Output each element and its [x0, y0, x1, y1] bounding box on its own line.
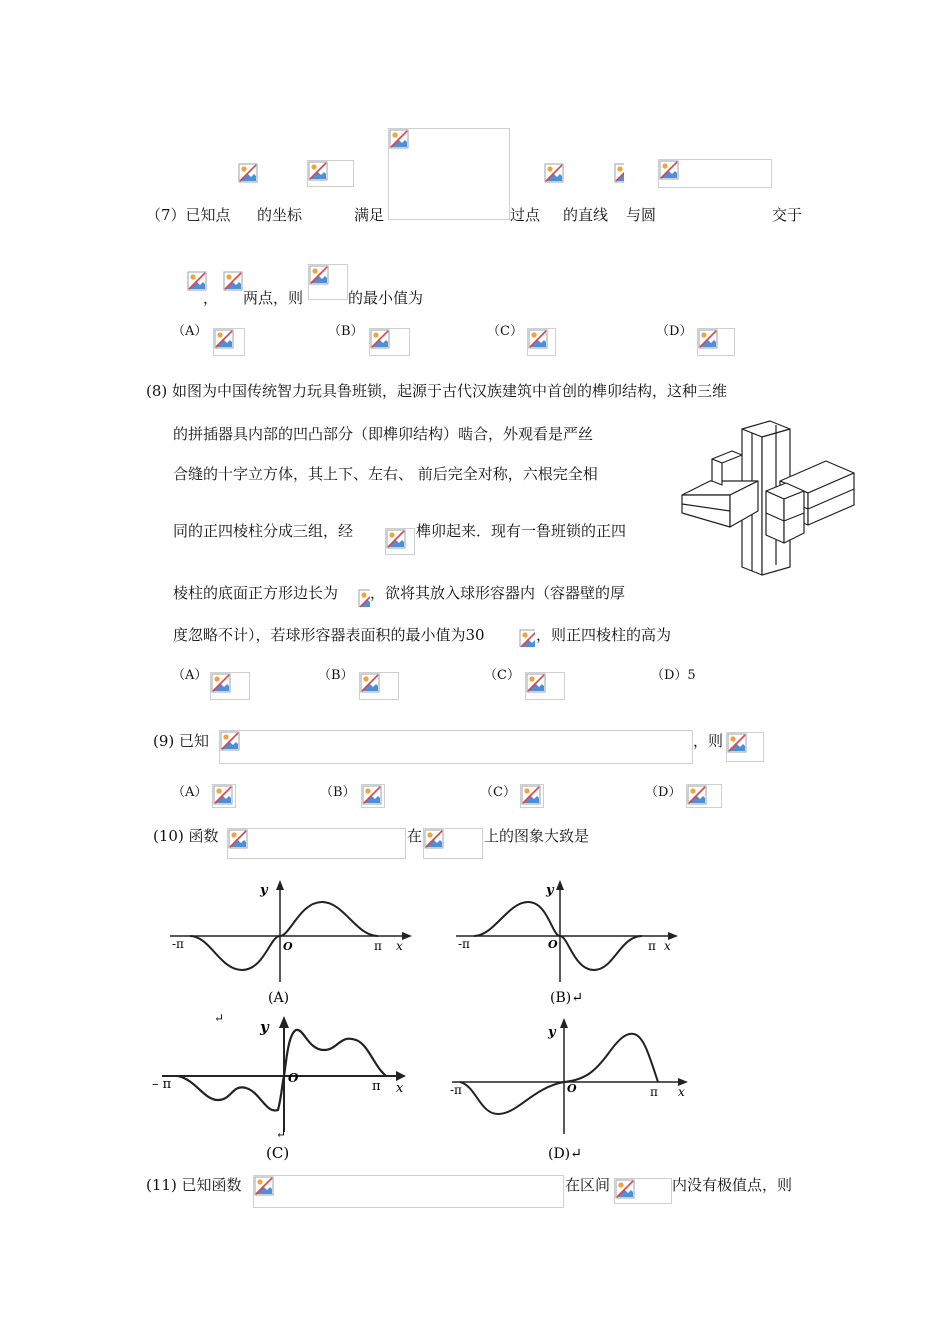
- q11-suffix: 内没有极值点，则: [672, 1176, 793, 1194]
- q11-prefix: (11) 已知函数: [146, 1176, 242, 1194]
- broken-image-icon: [615, 1179, 635, 1199]
- broken-image-icon: [238, 163, 258, 183]
- neg-pi-label: -π: [172, 937, 184, 951]
- q8-line3: 合缝的十字立方体，其上下、左右、 前后完全对称，六根完全相: [173, 465, 598, 483]
- formula-placeholder: [423, 828, 483, 859]
- q8-line5-b: ，欲将其放入球形容器内（容器壁的厚: [370, 584, 626, 602]
- broken-image-icon: [228, 829, 248, 849]
- formula-placeholder: [527, 328, 556, 356]
- q7-line1-e: 与圆: [626, 206, 657, 224]
- q7-line1-d: 的直线: [563, 206, 609, 224]
- formula-placeholder: [253, 1175, 564, 1208]
- axis-label-x: x: [678, 1085, 685, 1099]
- q8-line1: (8) 如图为中国传统智力玩具鲁班锁，起源于古代汉族建筑中首创的榫卯结构，这种三维: [146, 382, 728, 400]
- broken-image-icon: [254, 1176, 274, 1196]
- formula-placeholder: [307, 160, 354, 187]
- graph-label-c: (C): [266, 1144, 290, 1162]
- broken-image-icon: [687, 785, 707, 805]
- formula-placeholder: [726, 732, 764, 762]
- broken-image-icon: [211, 673, 231, 693]
- formula-placeholder: [357, 588, 371, 608]
- graph-b: [450, 878, 690, 1010]
- broken-image-icon: [424, 829, 444, 849]
- graph-label-a: (A): [268, 990, 290, 1006]
- graph-a: [160, 878, 420, 1010]
- q8-line6-b: ，则正四棱柱的高为: [536, 626, 672, 644]
- formula-placeholder: [213, 328, 245, 356]
- origin-label: O: [283, 940, 293, 953]
- formula-placeholder: [237, 162, 259, 184]
- graph-c: [148, 1014, 418, 1164]
- neg-pi-label: -π: [450, 1083, 462, 1097]
- formula-placeholder: [525, 672, 565, 700]
- formula-placeholder: [686, 784, 722, 808]
- formula-placeholder: [308, 264, 348, 300]
- pi-label: π: [648, 939, 656, 953]
- axis-label-y: y: [260, 883, 268, 898]
- q9-option-d: （D）: [645, 785, 682, 800]
- broken-image-icon: [519, 629, 536, 648]
- q7-option-d: （D）: [656, 324, 693, 339]
- origin-label: O: [288, 1071, 299, 1085]
- broken-image-icon: [309, 265, 329, 285]
- broken-image-icon: [308, 161, 328, 181]
- q9-option-c: （C）: [480, 785, 516, 800]
- q10-mid: 在: [407, 827, 423, 845]
- formula-placeholder: [385, 528, 415, 555]
- q7-line2-a: 两点，则: [243, 289, 304, 307]
- pi-label: π: [650, 1085, 658, 1099]
- formula-placeholder: [359, 672, 399, 700]
- graph-d: [446, 1014, 696, 1164]
- broken-image-icon: [213, 785, 233, 805]
- q7-line1-f: 交于: [772, 206, 803, 224]
- broken-image-icon: [362, 785, 382, 805]
- formula-placeholder: [369, 328, 410, 356]
- formula-placeholder: [697, 328, 735, 356]
- broken-image-icon: [614, 163, 625, 183]
- broken-image-icon: [659, 160, 679, 180]
- broken-image-icon: [544, 163, 564, 183]
- axis-label-y: y: [546, 883, 554, 898]
- q8-option-a: （A）: [172, 668, 208, 683]
- return-mark: ↵: [276, 1127, 287, 1141]
- formula-placeholder: [361, 784, 385, 808]
- formula-placeholder: [219, 730, 693, 764]
- q7-option-b: （B）: [328, 324, 364, 339]
- q7-line1-c: 过点: [510, 206, 541, 224]
- q9-mid: ，则: [693, 732, 724, 750]
- return-mark: ↵: [214, 1011, 225, 1025]
- pi-label: π: [374, 939, 382, 953]
- broken-image-icon: [389, 129, 409, 149]
- broken-image-icon: [360, 673, 380, 693]
- q8-line6-a: 度忽略不计），若球形容器表面积的最小值为30: [173, 626, 485, 644]
- q9-option-a: （A）: [172, 785, 208, 800]
- broken-image-icon: [214, 329, 234, 349]
- formula-placeholder: [518, 628, 536, 648]
- broken-image-icon: [727, 733, 747, 753]
- axis-label-x: x: [664, 939, 671, 953]
- q10-suffix: 上的图象大致是: [484, 827, 590, 845]
- formula-placeholder: [614, 1178, 672, 1204]
- q8-option-d: （D）5: [651, 668, 696, 683]
- q7-option-c: （C）: [487, 324, 523, 339]
- broken-image-icon: [526, 673, 546, 693]
- q11-mid: 在区间: [565, 1176, 611, 1194]
- formula-placeholder: [212, 784, 236, 808]
- origin-label: O: [548, 938, 558, 951]
- q8-line4-a: 同的正四棱柱分成三组，经: [173, 522, 354, 540]
- q8-line4-b: 榫卯起来．现有一鲁班锁的正四: [416, 522, 627, 540]
- graph-label-d: (D)↵: [548, 1146, 582, 1162]
- q9-prefix: (9) 已知: [153, 732, 210, 750]
- q7-line1-a: 的坐标: [257, 206, 303, 224]
- luban-lock-figure: [680, 415, 858, 580]
- broken-image-icon: [220, 731, 240, 751]
- q10-prefix: (10) 函数: [153, 827, 219, 845]
- q7-line1-prefix: （7）已知点: [146, 206, 231, 224]
- origin-label: O: [567, 1082, 577, 1095]
- axis-label-y: y: [260, 1018, 269, 1036]
- q8-line2: 的拼插器具内部的凹凸部分（即榫卯结构）啮合，外观看是严丝: [173, 425, 594, 443]
- broken-image-icon: [528, 329, 548, 349]
- q8-option-b: （B）: [318, 668, 354, 683]
- neg-pi-label: – π: [152, 1077, 172, 1092]
- axis-label-x: x: [396, 1081, 404, 1096]
- formula-placeholder: [222, 270, 244, 292]
- q9-option-b: （B）: [320, 785, 356, 800]
- broken-image-icon: [698, 329, 718, 349]
- formula-placeholder: [227, 828, 406, 859]
- formula-placeholder: [210, 672, 250, 700]
- broken-image-icon: [386, 529, 406, 549]
- broken-image-icon: [223, 271, 243, 291]
- formula-placeholder: [543, 162, 565, 184]
- pi-label: π: [372, 1079, 381, 1094]
- q8-option-c: （C）: [484, 668, 520, 683]
- formula-placeholder: [520, 784, 544, 808]
- q7-line2-b: 的最小值为: [348, 289, 424, 307]
- broken-image-icon: [370, 329, 390, 349]
- neg-pi-label: -π: [458, 937, 470, 951]
- q7-line1-b: 满足: [354, 206, 385, 224]
- formula-placeholder: [658, 159, 772, 188]
- formula-placeholder: [613, 162, 625, 184]
- q7-option-a: （A）: [172, 324, 208, 339]
- formula-placeholder: [388, 128, 510, 220]
- broken-image-icon: [521, 785, 541, 805]
- q8-line5-a: 棱柱的底面正方形边长为: [173, 584, 339, 602]
- q7-line2-sep: ，: [203, 289, 219, 307]
- axis-label-x: x: [396, 939, 403, 953]
- graph-label-b: (B)↵: [550, 990, 583, 1006]
- axis-label-y: y: [548, 1025, 556, 1040]
